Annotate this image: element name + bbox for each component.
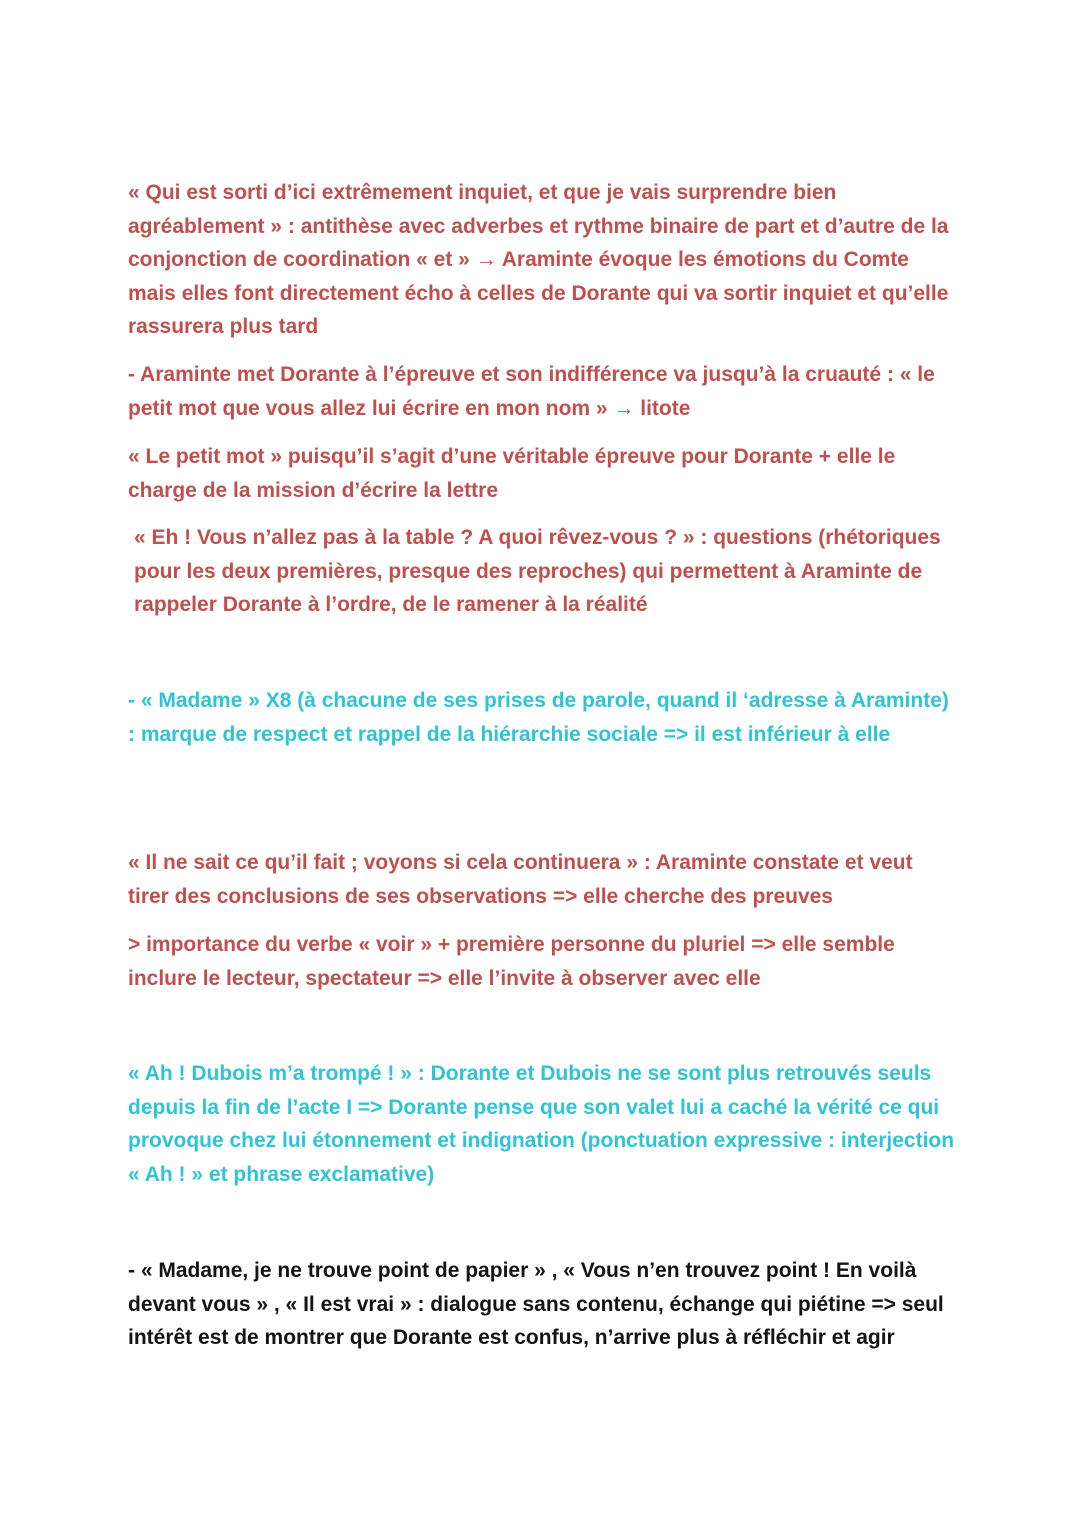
paragraph-epreuve-cruaute: - Araminte met Dorante à l’épreuve et son indifférence va jusqu’à la cruauté : « le petit mot que vous allez lui écrire en mon nom » → litote: [128, 363, 935, 420]
paragraph-verbe-voir: > importance du verbe « voir » + première personne du pluriel => elle semble inclure le lecteur, spectateur => elle l’invite à observer avec elle: [128, 933, 895, 990]
paragraph-dialogue-sans-contenu: - « Madame, je ne trouve point de papier » , « Vous n’en trouvez point ! En voilà devant vous » , « Il est vrai » : dialogue sans contenu, échange qui piétine => seul intérêt est de montrer que Dorante est confus, n’arrive plus à réfléchir et agir: [128, 1259, 944, 1349]
paragraph-dubois-trompe: « Ah ! Dubois m’a trompé ! » : Dorante et Dubois ne se sont plus retrouvés seuls depuis la fin de l’acte I => Dorante pense que son valet lui a caché la vérité ce qui provoque chez lui étonnement et indignation (ponctuation expressive : interjection « Ah ! » et phrase exclamative): [128, 1062, 955, 1186]
paragraph-petit-mot: « Le petit mot » puisqu’il s’agit d’une véritable épreuve pour Dorante + elle le charge de la mission d’écrire la lettre: [128, 445, 896, 502]
paragraph-madame-respect: - « Madame » X8 (à chacune de ses prises de parole, quand il ‘adresse à Araminte) : marque de respect et rappel de la hiérarchie sociale => il est inférieur à elle: [128, 689, 949, 746]
paragraph-antithese: « Qui est sorti d’ici extrêmement inquiet, et que je vais surprendre bien agréablement » : antithèse avec adverbes et rythme binaire de part et d’autre de la conjonction de coordination « et » → Araminte évoque les émotions du Comte mais elles font directement écho à celles de Dorante qui va sortir inquiet et qu’elle rassurera plus tard: [128, 181, 949, 338]
paragraph-questions-rhetoriques: « Eh ! Vous n’allez pas à la table ? A quoi rêvez-vous ? » : questions (rhétoriques pour les deux premières, presque des reproches) qui permettent à Araminte de rappeler Dorante à l’ordre, de le ramener à la réalité: [134, 526, 941, 616]
paragraph-ne-sait-ce-quil-fait: « Il ne sait ce qu’il fait ; voyons si cela continuera » : Araminte constate et veut tirer des conclusions de ses observations => elle cherche des preuves: [128, 851, 913, 908]
